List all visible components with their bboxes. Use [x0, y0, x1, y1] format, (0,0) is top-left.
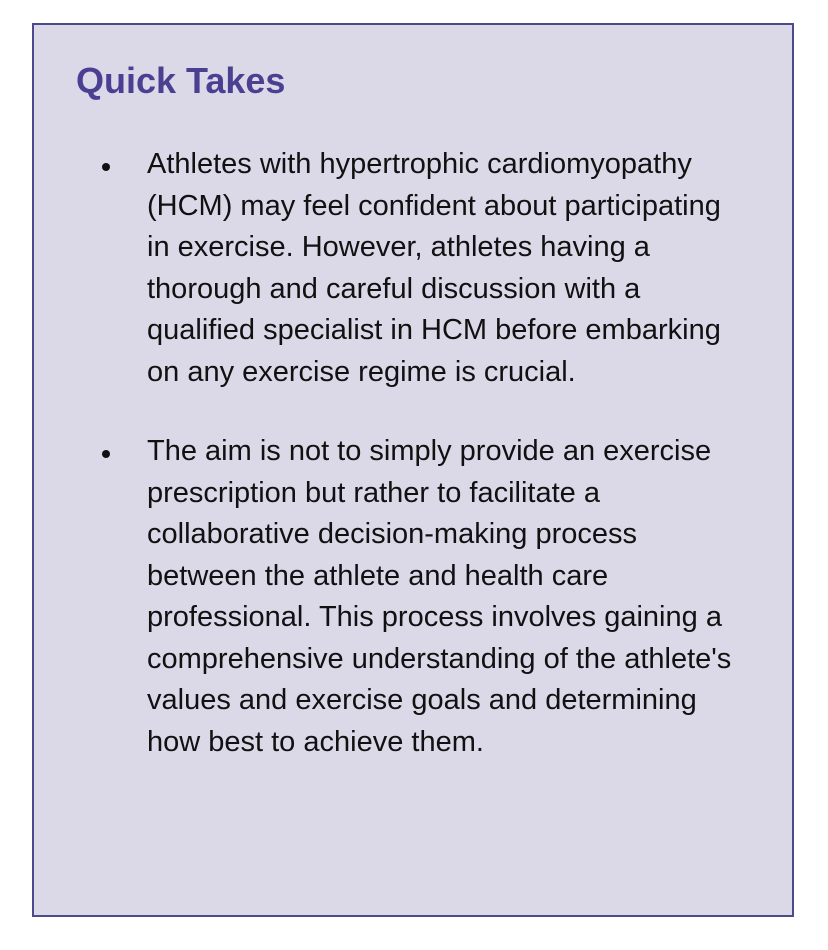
takes-list	[147, 144, 747, 801]
list-item-text: The aim is not to simply provide an exercise prescription but rather to facilitate a collaborative decision-making process between the athlete and health care professional. This process involves gaining a comprehensive understanding of the athlete's values and exercise goals and determining how best to achieve them.	[147, 435, 732, 758]
bullet-icon	[102, 163, 110, 171]
box-title: Quick Takes	[76, 60, 286, 101]
list-item-text: Athletes with hypertrophic cardiomyopathy (HCM) may feel confident about participating in exercise. However, athletes having a thorough and careful discussion with a qualified specialist in HCM before embarking on any exercise regime is crucial.	[147, 148, 721, 388]
list-item	[147, 431, 747, 763]
list-item	[147, 144, 747, 393]
quick-takes-box	[32, 23, 794, 917]
bullet-icon	[102, 450, 110, 458]
